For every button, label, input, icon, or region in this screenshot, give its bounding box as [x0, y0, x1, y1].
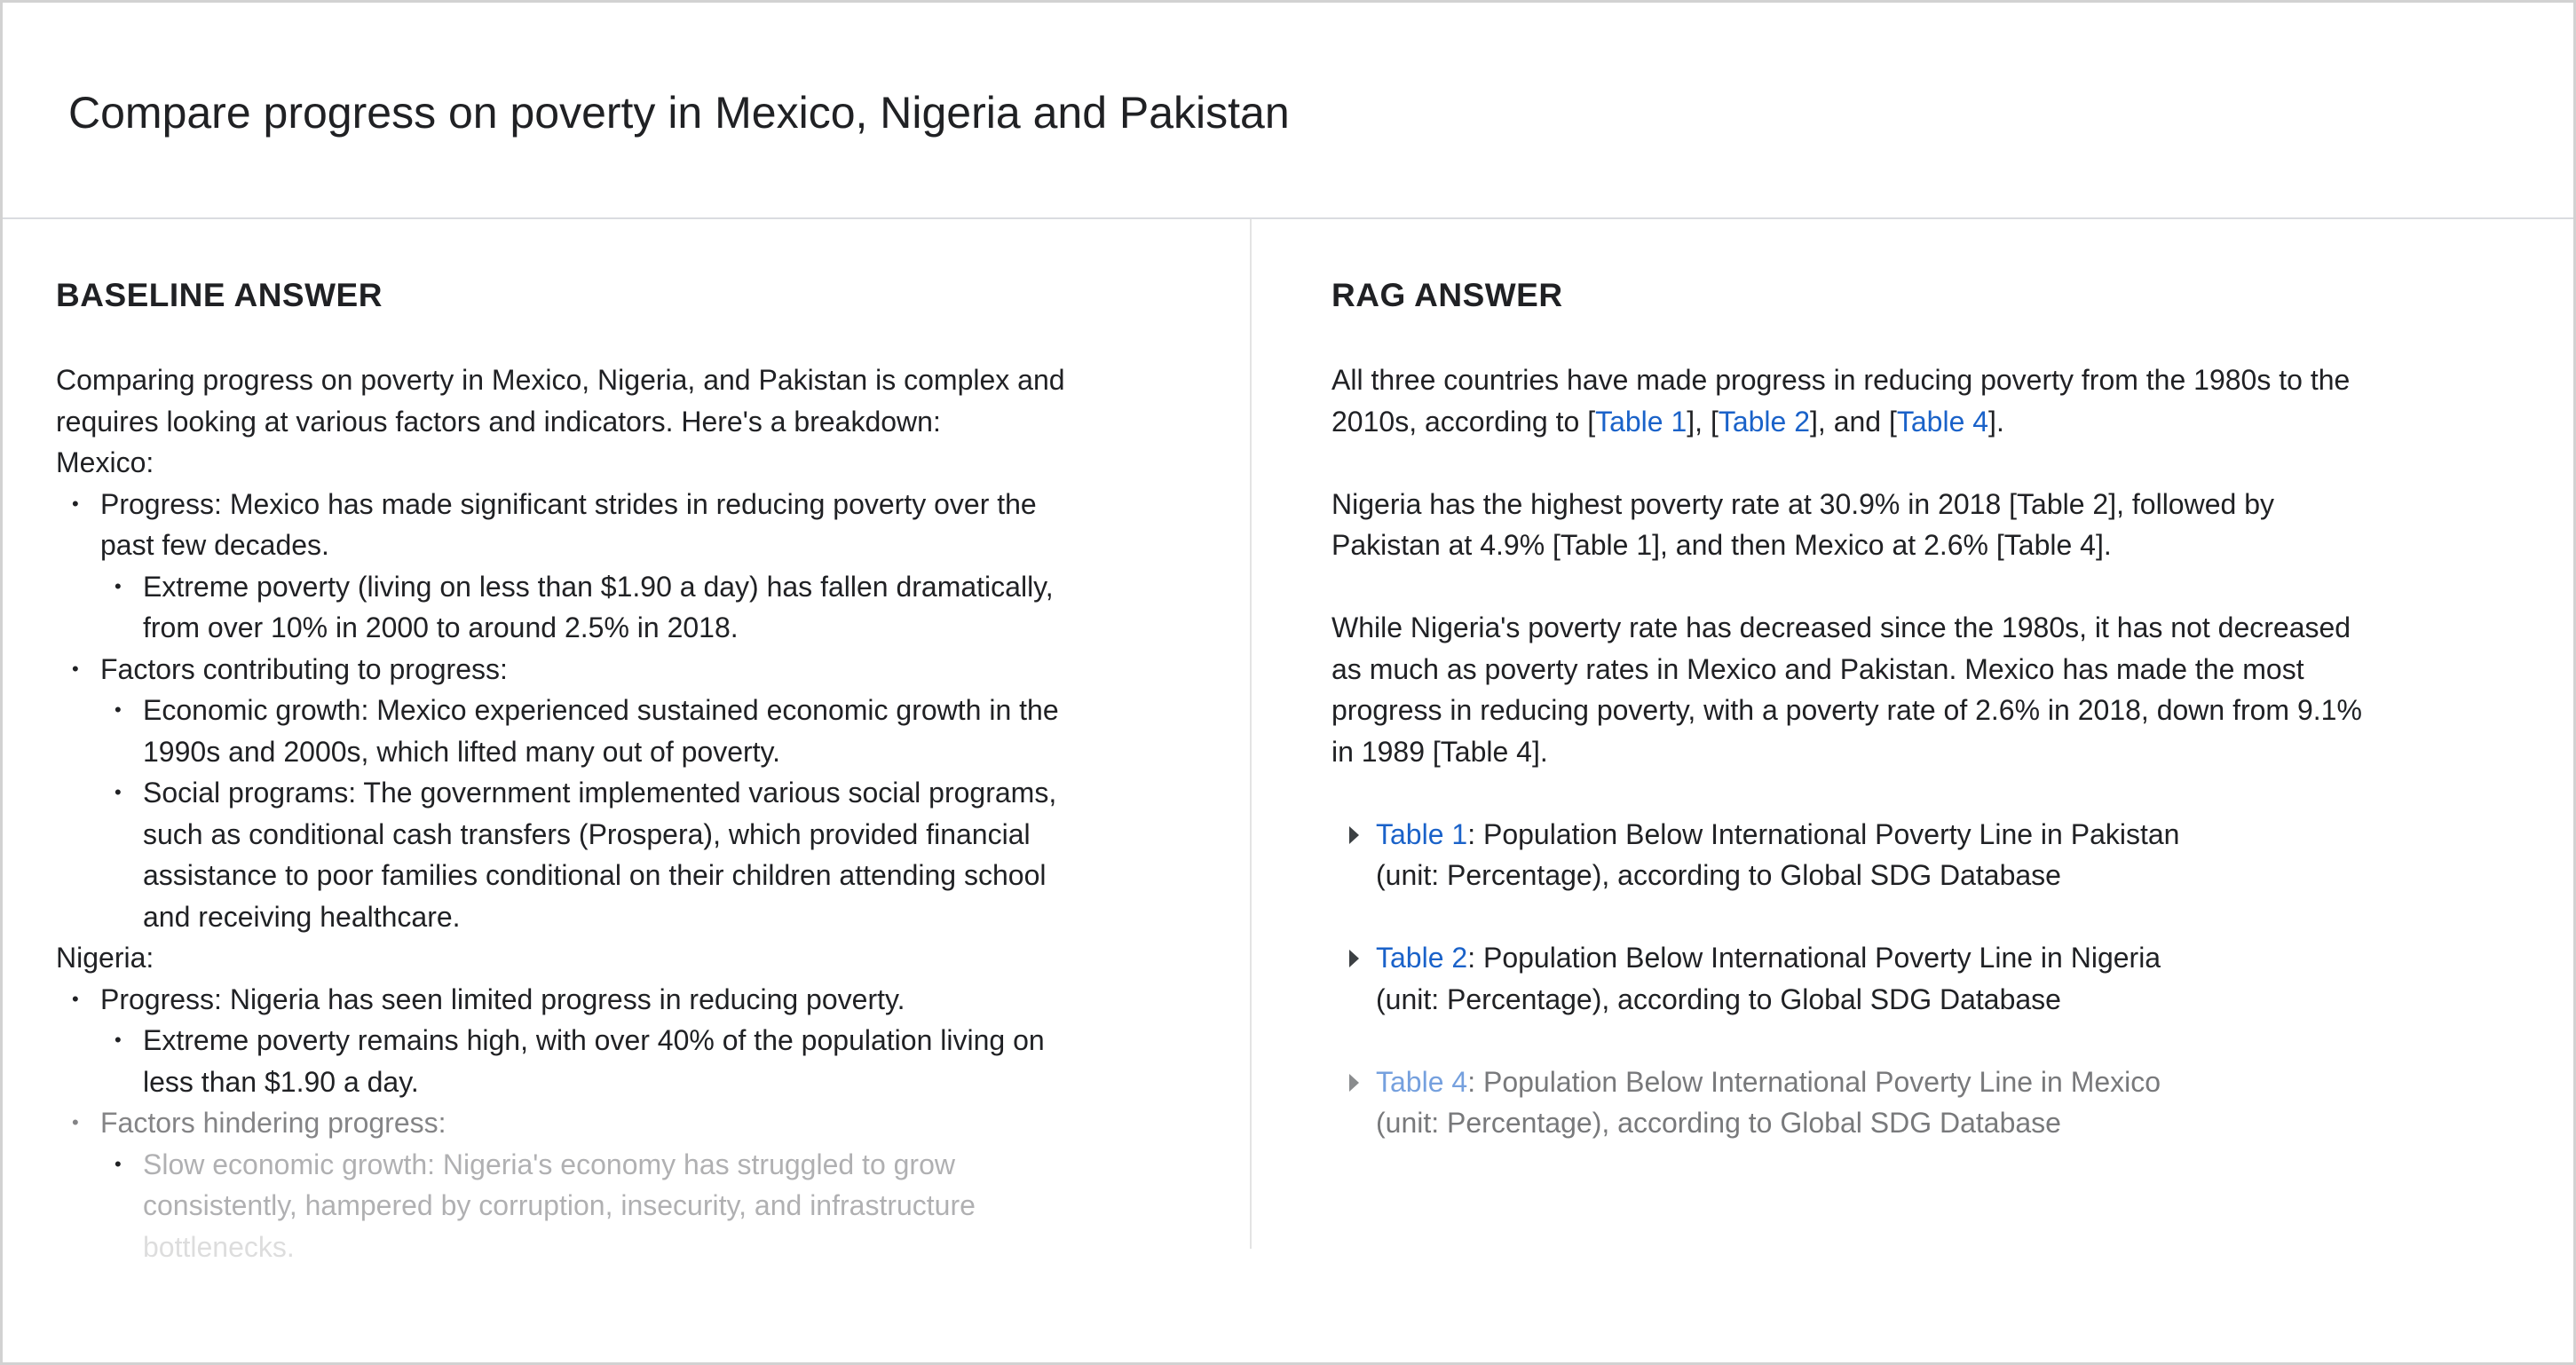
- table-reference-link[interactable]: Table 2: [1376, 942, 1468, 974]
- nigeria-list: [56, 979, 1174, 1268]
- table-reference-link[interactable]: Table 4: [1376, 1065, 1468, 1098]
- list-item-text: • Extreme poverty (living on less than $1.90 a day) has fallen dramatically,: [143, 570, 1054, 603]
- list-item: [56, 649, 1174, 690]
- rag-answer-body: [1331, 359, 2512, 1144]
- query-title: Compare progress on poverty in Mexico, Nigeria and Pakistan: [68, 88, 1290, 138]
- table-reference-subtitle: (unit: Percentage), according to Global SDG Database: [1376, 859, 2061, 891]
- list-item-text: and receiving healthcare.: [143, 900, 461, 933]
- list-item: [56, 772, 1174, 937]
- list-item-text: past few decades.: [100, 529, 329, 561]
- list-item-text: • Social programs: The government implemented various social programs,: [143, 777, 1057, 809]
- table-reference-subtitle: (unit: Percentage), according to Global SDG Database: [1376, 982, 2061, 1015]
- query-header: [3, 3, 2573, 219]
- column-divider: [1250, 219, 1252, 1249]
- mexico-list: [56, 484, 1174, 938]
- expand-caret-icon[interactable]: [1349, 950, 1359, 967]
- expand-caret-icon[interactable]: [1349, 1074, 1359, 1092]
- baseline-intro-line-2: requires looking at various factors and indicators. Here's a breakdown:: [56, 405, 941, 438]
- rag-paragraph-1: [1331, 359, 2512, 442]
- table-2-link[interactable]: Table 2: [1718, 405, 1811, 438]
- table-reference-4[interactable]: [1331, 1061, 2512, 1144]
- paragraph-line: All three countries have made progress in reducing poverty from the 1980s to the: [1331, 364, 2351, 396]
- baseline-intro-line-1: Comparing progress on poverty in Mexico, Nigeria, and Pakistan is complex and: [56, 364, 1065, 396]
- list-item: [56, 566, 1174, 649]
- table-reference-1[interactable]: [1331, 814, 2512, 896]
- rag-paragraph-3: [1331, 607, 2512, 772]
- rag-paragraph-2: [1331, 484, 2512, 566]
- paragraph-line: [1331, 401, 2512, 443]
- list-item-text: assistance to poor families conditional on their children attending school: [143, 859, 1047, 891]
- baseline-answer-body: [56, 359, 1174, 1267]
- paragraph-line: as much as poverty rates in Mexico and Pakistan. Mexico has made the most: [1331, 652, 2304, 685]
- list-item-text: • Factors contributing to progress:: [100, 652, 508, 685]
- table-reference-title: : Population Below International Poverty Line in Nigeria: [1467, 942, 2161, 974]
- paragraph-text: ], and [: [1810, 405, 1897, 438]
- mexico-label: Mexico:: [56, 446, 154, 478]
- list-item-text: • Progress: Nigeria has seen limited progress in reducing poverty.: [100, 982, 905, 1015]
- list-item: [56, 1102, 1174, 1144]
- table-references: [1331, 814, 2512, 1144]
- baseline-heading: BASELINE ANSWER: [56, 277, 383, 313]
- list-item: [56, 979, 1174, 1021]
- table-reference-title: : Population Below International Poverty Line in Pakistan: [1467, 817, 2180, 850]
- rag-heading: RAG ANSWER: [1331, 277, 1563, 313]
- list-item-text: less than $1.90 a day.: [143, 1065, 419, 1098]
- list-item-text: such as conditional cash transfers (Prospera), which provided financial: [143, 817, 1031, 850]
- paragraph-line: While Nigeria's poverty rate has decreased since the 1980s, it has not decreased: [1331, 611, 2351, 643]
- paragraph-text: ], [: [1687, 405, 1719, 438]
- table-reference-title: : Population Below International Poverty Line in Mexico: [1467, 1065, 2161, 1098]
- list-item-text: • Economic growth: Mexico experienced sustained economic growth in the: [143, 694, 1059, 726]
- list-item: [56, 484, 1174, 566]
- nigeria-label: Nigeria:: [56, 942, 154, 974]
- list-item-text: from over 10% in 2000 to around 2.5% in 2018.: [143, 611, 739, 643]
- list-item-text: 1990s and 2000s, which lifted many out of poverty.: [143, 735, 781, 768]
- list-item: [56, 690, 1174, 772]
- table-reference-link[interactable]: Table 1: [1376, 817, 1468, 850]
- paragraph-line: progress in reducing poverty, with a poverty rate of 2.6% in 2018, down from 9.1%: [1331, 694, 2362, 726]
- list-item-text: • Factors hindering progress:: [100, 1107, 446, 1139]
- paragraph-line: in 1989 [Table 4].: [1331, 735, 1548, 768]
- paragraph-text: ].: [1988, 405, 2004, 438]
- list-item: [56, 1020, 1174, 1102]
- paragraph-line: Nigeria has the highest poverty rate at 30.9% in 2018 [Table 2], followed by: [1331, 487, 2274, 520]
- paragraph-line: Pakistan at 4.9% [Table 1], and then Mexico at 2.6% [Table 4].: [1331, 529, 2112, 561]
- list-item-text: bottlenecks.: [143, 1230, 295, 1263]
- table-4-link[interactable]: Table 4: [1896, 405, 1989, 438]
- list-item-text: consistently, hampered by corruption, insecurity, and infrastructure: [143, 1189, 976, 1221]
- list-item-text: • Progress: Mexico has made significant strides in reducing poverty over the: [100, 487, 1037, 520]
- table-1-link[interactable]: Table 1: [1595, 405, 1687, 438]
- table-reference-2[interactable]: [1331, 937, 2512, 1020]
- list-item-text: • Slow economic growth: Nigeria's economy has struggled to grow: [143, 1148, 955, 1180]
- list-item: [56, 1144, 1174, 1268]
- paragraph-text: 2010s, according to [: [1331, 405, 1596, 438]
- list-item-text: • Extreme poverty remains high, with over 40% of the population living on: [143, 1024, 1045, 1056]
- table-reference-subtitle: (unit: Percentage), according to Global SDG Database: [1376, 1107, 2061, 1139]
- expand-caret-icon[interactable]: [1349, 826, 1359, 844]
